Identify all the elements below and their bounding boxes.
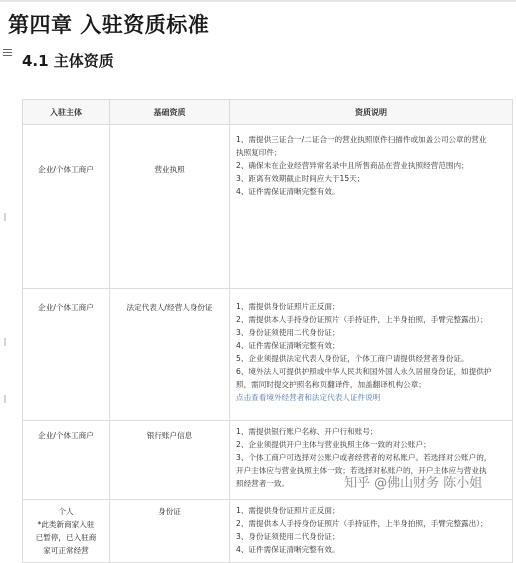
table-header-row <box>23 100 513 125</box>
note-line: 2、企业须提供开户主体与营业执照主体一致的对公账户； <box>236 440 431 449</box>
top-border <box>0 0 516 2</box>
subject-line: *此类新商家入驻 <box>37 520 95 529</box>
note-line: 2、需提供本人手持身份证照片（手持证件，上半身拍照，手臂完整露出）； <box>236 519 488 528</box>
note-line: 1、需提供三证合一/二证合一的营业执照原件扫描件或加盖公司公章的营业 <box>236 135 487 144</box>
note-line: 2、需提供本人手持身份证照片（手持证件，上半身拍照，手臂完整露出）； <box>236 315 488 324</box>
subject-cell <box>23 500 110 563</box>
sidebar-marker <box>4 395 6 403</box>
note-line: 4、证件需保证清晰完整有效。 <box>236 545 340 554</box>
watermark: 知乎 @佛山财务 陈小姐 <box>344 476 483 491</box>
subject-line: 已暂停，已入驻商 <box>35 533 97 542</box>
outline-menu-icon[interactable] <box>3 49 12 58</box>
notes-cell <box>230 125 513 289</box>
sidebar-marker <box>4 338 6 346</box>
notes-cell <box>230 289 513 421</box>
header-subject: 入驻主体 <box>23 100 110 125</box>
header-qualification: 基础资质 <box>110 100 230 125</box>
qualification-cell: 法定代表人/经营人身份证 <box>110 289 230 421</box>
note-line: 1、需提供身份证照片正反面； <box>236 302 340 311</box>
note-line: 1、需提供银行账户名称、开户行和账号； <box>236 427 378 436</box>
qualification-cell: 银行账户信息 <box>110 421 230 500</box>
table-row <box>23 125 513 289</box>
sidebar-marker <box>4 213 6 221</box>
qualification-table <box>22 99 513 563</box>
section-title: 4.1 主体资质 <box>22 52 114 70</box>
notes-cell <box>230 500 513 563</box>
qualification-cell: 身份证 <box>110 500 230 563</box>
note-line: 3、身份证须使用二代身份证； <box>236 328 340 337</box>
note-line: 开户主体应与营业执照主体一致；若选择对私账户的，开户主体应与营业执 <box>236 466 487 475</box>
chapter-title: 第四章 入驻资质标准 <box>8 13 210 37</box>
subject-cell: 企业/个体工商户 <box>23 289 110 421</box>
table-row <box>23 289 513 421</box>
note-line: 3、距离有效期截止时间应大于15天； <box>236 174 365 183</box>
note-line: 4、证件需保证清晰完整有效； <box>236 341 340 350</box>
note-line: 4、证件需保证清晰完整有效。 <box>236 187 340 196</box>
foreign-id-doc-link[interactable]: 点击查看境外经营者和法定代表人证件说明 <box>236 393 381 402</box>
subject-line: 个人 <box>58 507 74 516</box>
subject-cell: 企业/个体工商户 <box>23 125 110 289</box>
header-notes: 资质说明 <box>230 100 513 125</box>
table-row <box>23 500 513 563</box>
note-line: 照，需同时提交护照名称页翻译件，加盖翻译机构公章； <box>236 380 426 389</box>
qualification-cell: 营业执照 <box>110 125 230 289</box>
note-line: 执照复印件； <box>236 148 282 157</box>
note-line: 1、需提供身份证照片正反面； <box>236 506 340 515</box>
note-line: 3、身份证须使用二代身份证； <box>236 532 340 541</box>
note-line: 3、个体工商户可选择对公账户或者经营者的对私账户。若选择对公账户的， <box>236 453 492 462</box>
subject-cell: 企业/个体工商户 <box>23 421 110 500</box>
subject-line: 家可正常经营 <box>43 546 89 555</box>
note-line: 2、确保未在企业经营异常名录中且所售商品在营业执照经营范围内； <box>236 161 469 170</box>
note-line: 6、境外法人可提供护照或中华人民共和国外国人永久居留身份证，如提供护 <box>236 367 492 376</box>
note-line: 照经营者一致。 <box>236 479 290 488</box>
note-line: 5、企业须提供法定代表人身份证，个体工商户请提供经营者身份证。 <box>236 354 469 363</box>
